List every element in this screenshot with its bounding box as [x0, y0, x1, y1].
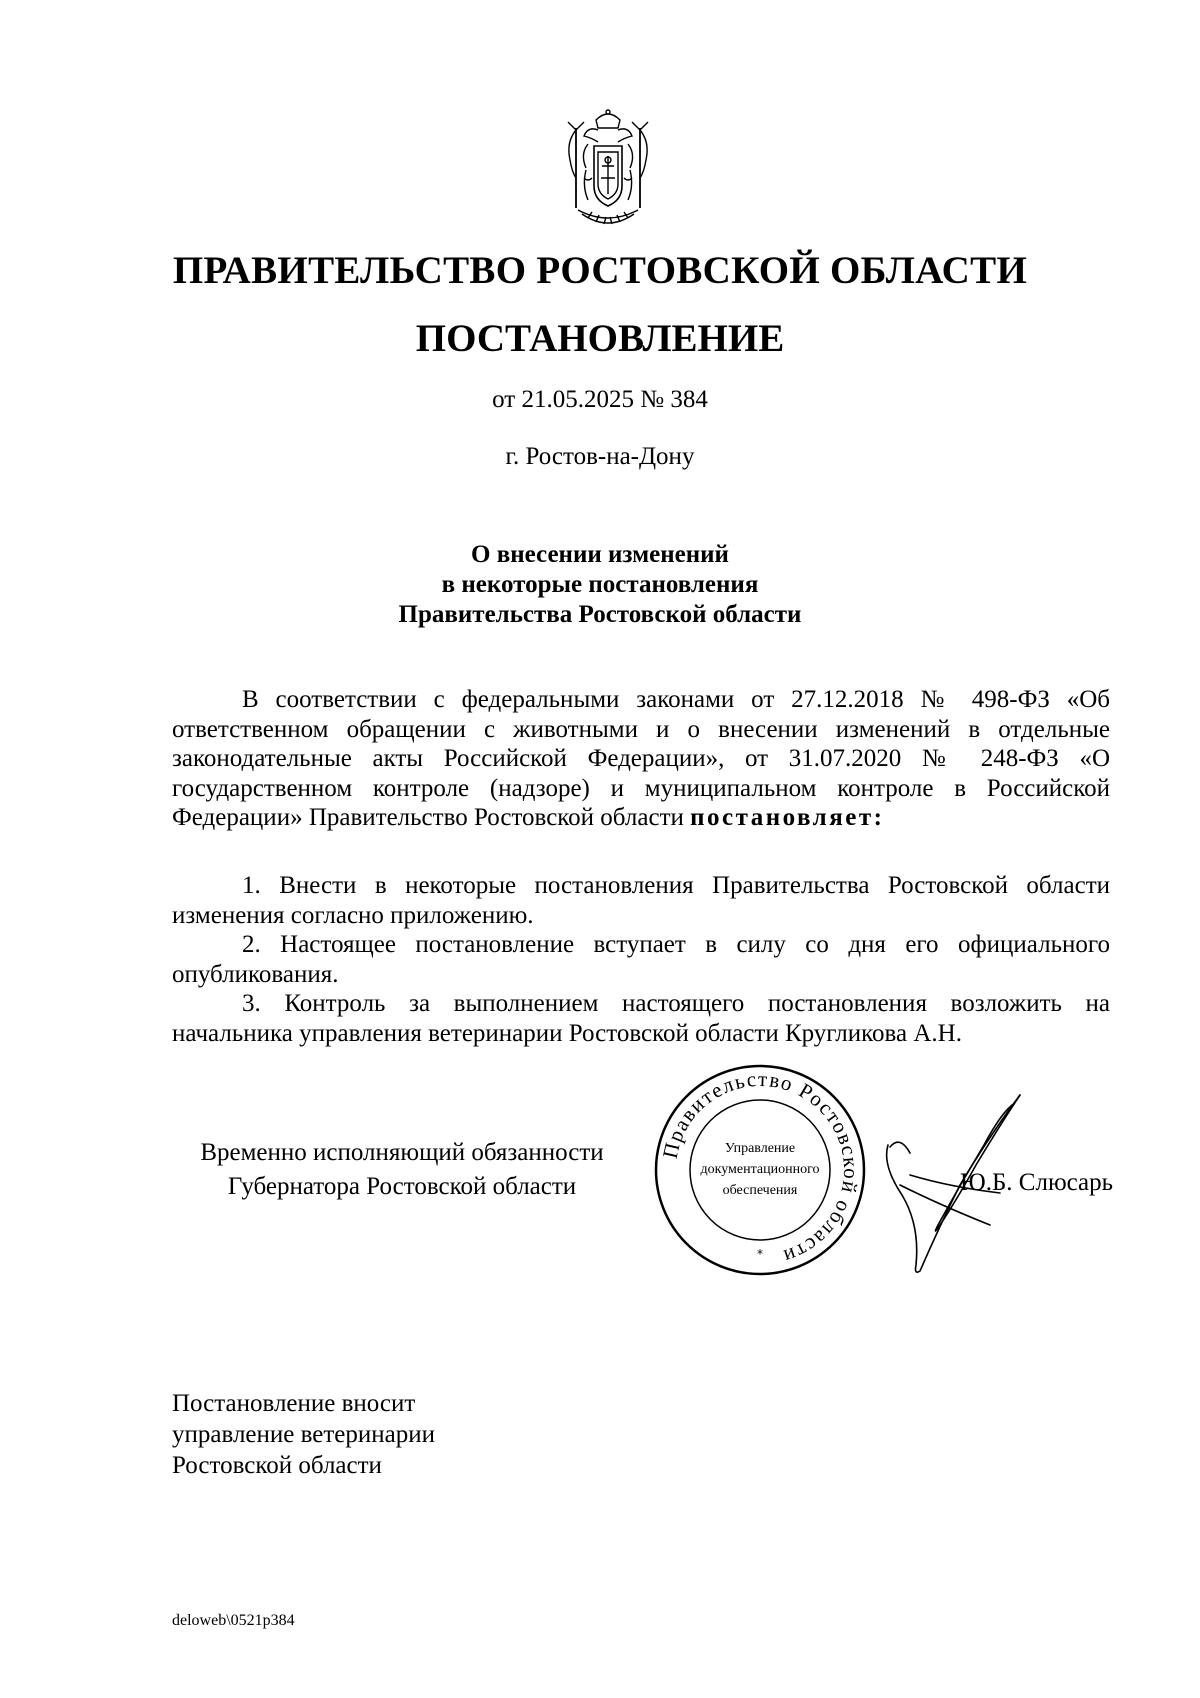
seal-outer-text: Правительство Ростовской области: [657, 1066, 864, 1270]
subject-line: Правительства Ростовской области: [398, 601, 802, 628]
signatory-role-line: Губернатора Ростовской области: [227, 1173, 577, 1200]
file-code: deloweb\0521p384: [172, 1612, 295, 1629]
document-city: г. Ростов-на-Дону: [505, 443, 695, 470]
resolution-item: 2. Настоящее постановление вступает в силу со дня его официального опубликования.: [172, 931, 1110, 988]
signatory-role-line: Временно исполняющий обязанности: [200, 1139, 604, 1166]
subject-line: О внесении изменений: [471, 541, 729, 568]
seal-inner-line: документационного: [700, 1162, 820, 1177]
submitted-by-line: Постановление вносит: [172, 1390, 416, 1417]
preamble-text: В соответствии с федеральными законами от 27.12.2018 № 498-ФЗ «Об ответственном обращении с животными и о внесении изменений в отдельные законодательные акты Российской Федерации», от 31.07.2020 № 248-ФЗ «О государственном контроле (надзоре) и муниципальном контроле в Российской Федерации» Правительство Ростовской области: [172, 686, 1110, 831]
round-seal-icon: [650, 1060, 870, 1280]
preamble-paragraph: [172, 685, 1110, 833]
organization-title: ПРАВИТЕЛЬСТВО РОСТОВСКОЙ ОБЛАСТИ: [172, 249, 1028, 292]
signatory-name: Ю.Б. Слюсарь: [960, 1169, 1114, 1196]
svg-text:*: *: [757, 1247, 763, 1261]
seal-inner-line: обеспечения: [722, 1183, 798, 1198]
resolution-item: 1. Внести в некоторые постановления Правительства Ростовской области изменения согласно приложению.: [172, 872, 1110, 929]
submitted-by-line: Ростовской области: [172, 1452, 382, 1479]
seal-inner-line: Управление: [724, 1141, 796, 1156]
document-date-number: от 21.05.2025 № 384: [492, 386, 708, 413]
submitted-by-note: [172, 1388, 435, 1481]
subject-line: в некоторые постановления: [441, 571, 759, 598]
document-type-title: ПОСТАНОВЛЕНИЕ: [415, 317, 785, 360]
submitted-by-line: управление ветеринарии: [172, 1421, 436, 1448]
resolves-keyword: постановляет:: [690, 804, 885, 831]
resolution-item: 3. Контроль за выполнением настоящего постановления возложить на начальника управления ветеринарии Ростовской области Кругликова А.Н.: [172, 990, 1110, 1047]
document-subject: [0, 540, 1200, 630]
resolution-items: [172, 871, 1110, 1048]
signatory-role: [172, 1136, 632, 1204]
coat-of-arms-icon: [558, 108, 658, 236]
